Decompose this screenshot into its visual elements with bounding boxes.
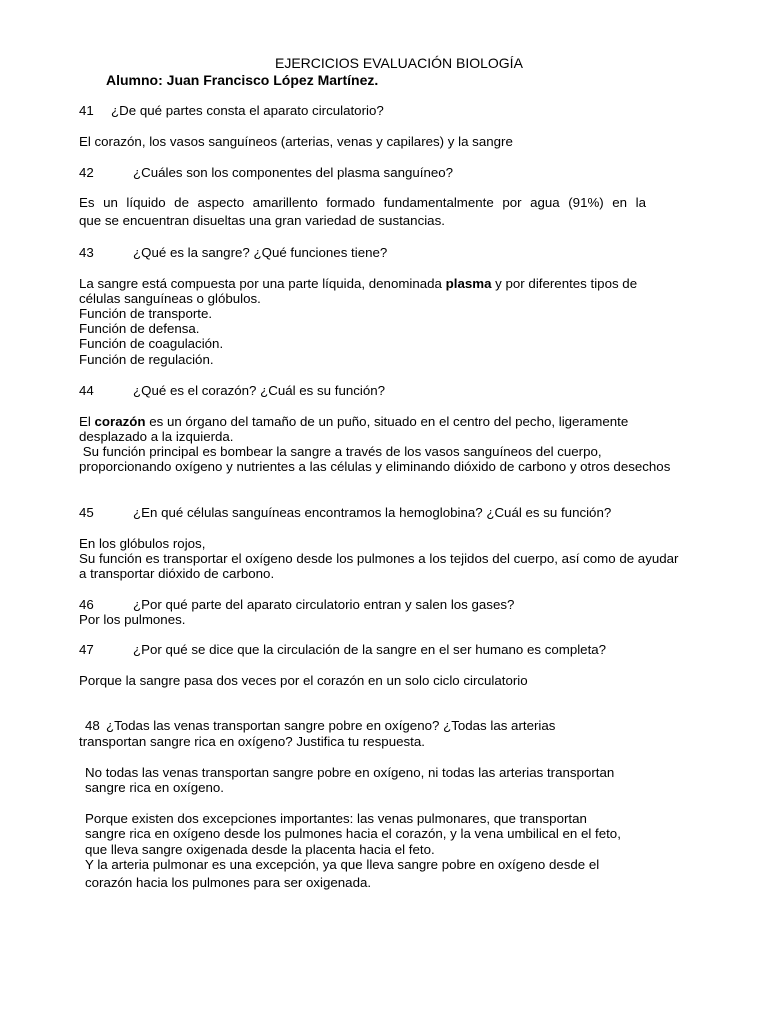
answer-line — [79, 414, 628, 430]
question-text: transportan sangre rica en oxígeno? Justifica tu respuesta. — [79, 734, 425, 749]
question-number: 45 — [79, 505, 94, 520]
answer-line: que se encuentran disueltas una gran variedad de sustancias. — [79, 213, 445, 228]
question-text: ¿Cuáles son los componentes del plasma sanguíneo? — [133, 165, 454, 180]
question-text: ¿Por qué parte del aparato circulatorio entran y salen los gases? — [133, 597, 515, 612]
question-number: 47 — [79, 642, 94, 657]
answer-text: La sangre está compuesta por una parte líquida, denominada — [79, 276, 446, 291]
question-text: ¿En qué células sanguíneas encontramos la hemoglobina? ¿Cuál es su función? — [133, 505, 612, 520]
student-name: Alumno: Juan Francisco López Martínez. — [106, 72, 379, 88]
question-number: 48 — [85, 718, 100, 733]
question-text: ¿Por qué se dice que la circulación de la sangre en el ser humano es completa? — [133, 642, 607, 657]
question-number: 42 — [79, 165, 94, 180]
answer-line: Función de transporte. — [79, 306, 213, 321]
answer-line: Por los pulmones. — [79, 612, 186, 627]
answer-text: y por diferentes tipos de — [491, 276, 638, 291]
answer-text: es un órgano del tamaño de un puño, situado en el centro del pecho, ligeramente — [145, 414, 629, 429]
question-number: 41 — [79, 103, 94, 118]
answer-line: Y la arteria pulmonar es una excepción, ya que lleva sangre pobre en oxígeno desde el — [85, 857, 600, 872]
answer-line: Porque existen dos excepciones importantes: las venas pulmonares, que transportan — [85, 811, 587, 826]
answer-line: No todas las venas transportan sangre pobre en oxígeno, ni todas las arterias transportan — [85, 765, 615, 780]
bold-term: plasma — [445, 276, 492, 291]
answer-line: proporcionando oxígeno y nutrientes a las células y eliminando dióxido de carbono y otros desechos — [79, 459, 671, 474]
answer-line: Función de regulación. — [79, 352, 214, 367]
question-number: 44 — [79, 383, 94, 398]
question-text: ¿De qué partes consta el aparato circulatorio? — [111, 103, 384, 118]
answer-line: corazón hacia los pulmones para ser oxigenada. — [85, 875, 372, 890]
answer-line: Función de coagulación. — [79, 336, 224, 351]
answer-line: a transportar dióxido de carbono. — [79, 566, 275, 581]
answer-line: células sanguíneas o glóbulos. — [79, 291, 261, 306]
answer-line: El corazón, los vasos sanguíneos (arterias, venas y capilares) y la sangre — [79, 134, 513, 149]
answer-line: Es un líquido de aspecto amarillento formado fundamentalmente por agua (91%) en la — [79, 195, 646, 210]
question-number: 43 — [79, 245, 94, 260]
document-title: EJERCICIOS EVALUACIÓN BIOLOGÍA — [275, 55, 523, 71]
answer-line — [79, 276, 637, 292]
question-text: ¿Qué es la sangre? ¿Qué funciones tiene? — [133, 245, 388, 260]
answer-line: Función de defensa. — [79, 321, 200, 336]
question-number: 46 — [79, 597, 94, 612]
answer-text: El — [79, 414, 95, 429]
answer-line: Su función principal es bombear la sangre a través de los vasos sanguíneos del cuerpo, — [79, 444, 602, 459]
answer-line: En los glóbulos rojos, — [79, 536, 206, 551]
question-text: ¿Qué es el corazón? ¿Cuál es su función? — [133, 383, 386, 398]
answer-line: sangre rica en oxígeno desde los pulmones hacia el corazón, y la vena umbilical en el feto, — [85, 826, 621, 841]
bold-term: corazón — [94, 414, 146, 429]
answer-line: sangre rica en oxígeno. — [85, 780, 224, 795]
question-text: ¿Todas las venas transportan sangre pobre en oxígeno? ¿Todas las arterias — [106, 718, 556, 733]
answer-line: desplazado a la izquierda. — [79, 429, 234, 444]
answer-line: Su función es transportar el oxígeno desde los pulmones a los tejidos del cuerpo, así como de ayudar — [79, 551, 679, 566]
answer-line: que lleva sangre oxigenada desde la placenta hacia el feto. — [85, 842, 435, 857]
answer-line: Porque la sangre pasa dos veces por el corazón en un solo ciclo circulatorio — [79, 673, 528, 688]
